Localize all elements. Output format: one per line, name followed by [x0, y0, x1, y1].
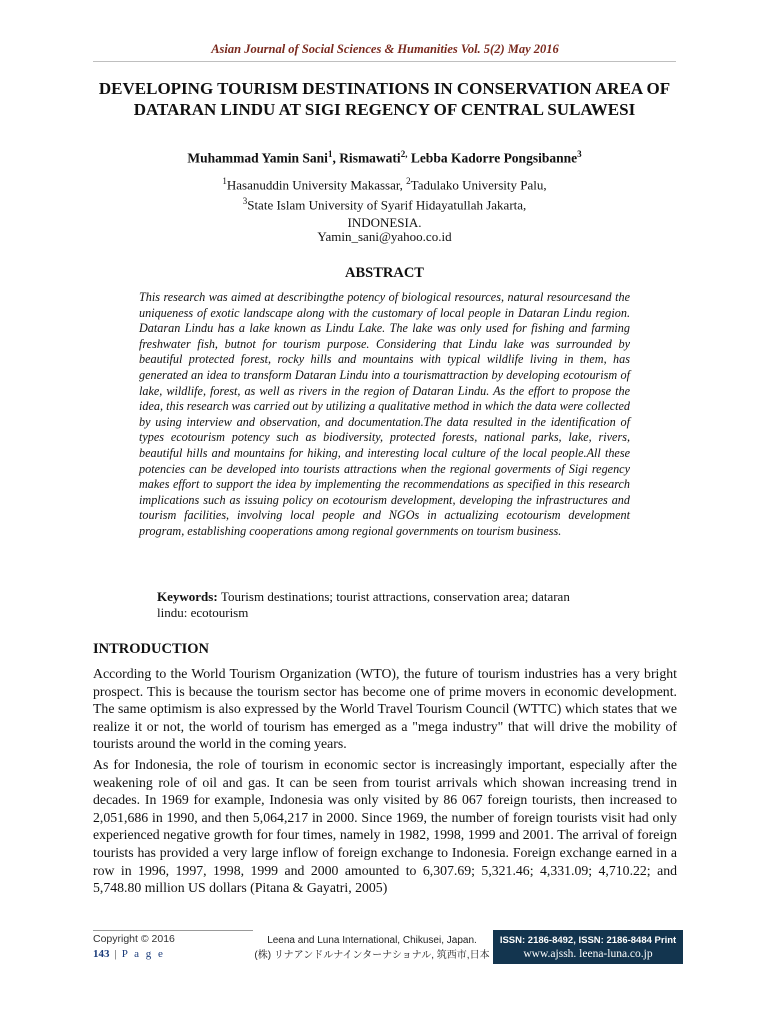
copyright-notice: Copyright © 2016 — [93, 933, 175, 945]
keywords — [157, 589, 597, 620]
author-affiliation-mark: 1 — [327, 149, 333, 159]
abstract-text: This research was aimed at describingthe potency of biological resources, natural resourcesand the uniqueness of exotic landscape along with the customary of local people in Dataran Lindu region. Dataran Lindu has a lake known as Lindu Lake. The lake was only used for fishing and farming freshwater fish, butnot for tourism purpose. Considering that Lindu lake was surrounded by beautiful protected forest, rocky hills and mountains with typical wildlife living in them, has generated an idea to transform Dataran Lindu into a tourismattraction by developing ecotourism of lake, wildlife, forest, as well as rivers in the region of Dataran Lindu. As the effort to propose the idea, this research was carried out by utilizing a qualitative method in which the data were collected by using interview and observation, and documentation.The data resulted in the identification of types ecotourism potency such as biodiversity, protected forests, national parks, lake, rivers, beautiful hills and mountains for hiking, and interesting local culture of the local people.All these potencies can be developed into tourists attractions when the regional goverments of Sigi regency makes effort to support the idea by implementing the recommendations as specified in this research implications such as issuing policy on ecotourism development, developing the infrastructures and tourism facilities, involving local people and NGOs in actualizing ecotourism development program, establishing cooperations among regional governments on tourism business. — [139, 290, 630, 538]
page-number: 143 | P a g e — [93, 948, 165, 960]
affiliations — [93, 173, 676, 231]
body-paragraph: According to the World Tourism Organization (WTO), the future of tourism industries has a very bright prospect. This is because the tourism sector has become one of prime movers in economic development. The same optimism is also expressed by the World Travel Tourism Council (WTTC) which states that we realize it or not, the world of tourism has emerged as a "mega industry" that will drive the mobility of tourists around the world in the coming years. — [93, 666, 677, 752]
journal-website: www.ajssh. leena-luna.co.jp — [523, 948, 653, 960]
abstract-heading: ABSTRACT — [345, 265, 424, 281]
affiliation-country: INDONESIA. — [347, 214, 422, 230]
author-separator: , — [332, 150, 340, 166]
paper-title: DEVELOPING TOURISM DESTINATIONS IN CONSERVATION AREA OF DATARAN LINDU AT SIGI REGENCY OF CENTRAL SULAWESI — [98, 79, 671, 119]
author-affiliation-mark: 3 — [577, 149, 582, 159]
issn-banner — [493, 930, 683, 964]
author-name: Lebba Kadorre Pongsibanne — [407, 150, 578, 166]
contact-email: Yamin_sani@yahoo.co.id — [317, 229, 452, 244]
footer-divider — [93, 930, 253, 931]
body-paragraph: As for Indonesia, the role of tourism in economic sector is increasingly important, especially after the weakening role of oil and gas. It can be seen from tourist arrivals which showan increasing trend in decades. In 1969 for example, Indonesia was only visited by 86 067 foreign tourists, then increased to 2,051,686 in 1990, and then 5,064,217 in 2000. Since 1969, the number of foreign tourists visit had only experienced negative growth for four times, namely in 1982, 1998, 1999 and 2001. The arrival of foreign tourists has provided a very large inflow of foreign exchange to Indonesia. Foreign exchange earned in a row in 1996, 1997, 1998, 1999 and 2000 amounted to 6,307.69; 5,321.46; 4,331.09; 4,710.22; and 5,748.80 million US dollars (Pitana & Gayatri, 2005) — [93, 757, 677, 896]
author-affiliation-mark: 2, — [400, 149, 408, 159]
publisher-info — [252, 933, 492, 963]
running-header: Asian Journal of Social Sciences & Humanities Vol. 5(2) May 2016 — [211, 42, 559, 56]
section-heading-introduction: INTRODUCTION — [93, 641, 210, 657]
publisher-name-en: Leena and Luna International, Chikusei, Japan. — [267, 935, 477, 946]
author-list — [93, 149, 676, 167]
header-divider — [93, 61, 676, 62]
keywords-label: Keywords: — [157, 589, 221, 604]
affiliation-line: $^3$State Islam University of Syarif Hidayatullah Jakarta, — [242, 196, 527, 213]
keywords-text: Tourism destinations; tourist attractions, conservation area; dataran lindu: ecotourism — [157, 589, 570, 620]
publisher-name-jp: (株) リナアンドルナインターナショナル, 筑西市,日本 — [254, 950, 490, 961]
author-name: Muhammad Yamin Sani — [187, 150, 328, 166]
affiliation-line: $^1$Hasanuddin University Makassar, $^2$Tadulako University Palu, — [222, 176, 547, 193]
author-name: Rismawati — [339, 150, 401, 166]
issn-text: ISSN: 2186-8492, ISSN: 2186-8484 Print — [499, 935, 677, 946]
